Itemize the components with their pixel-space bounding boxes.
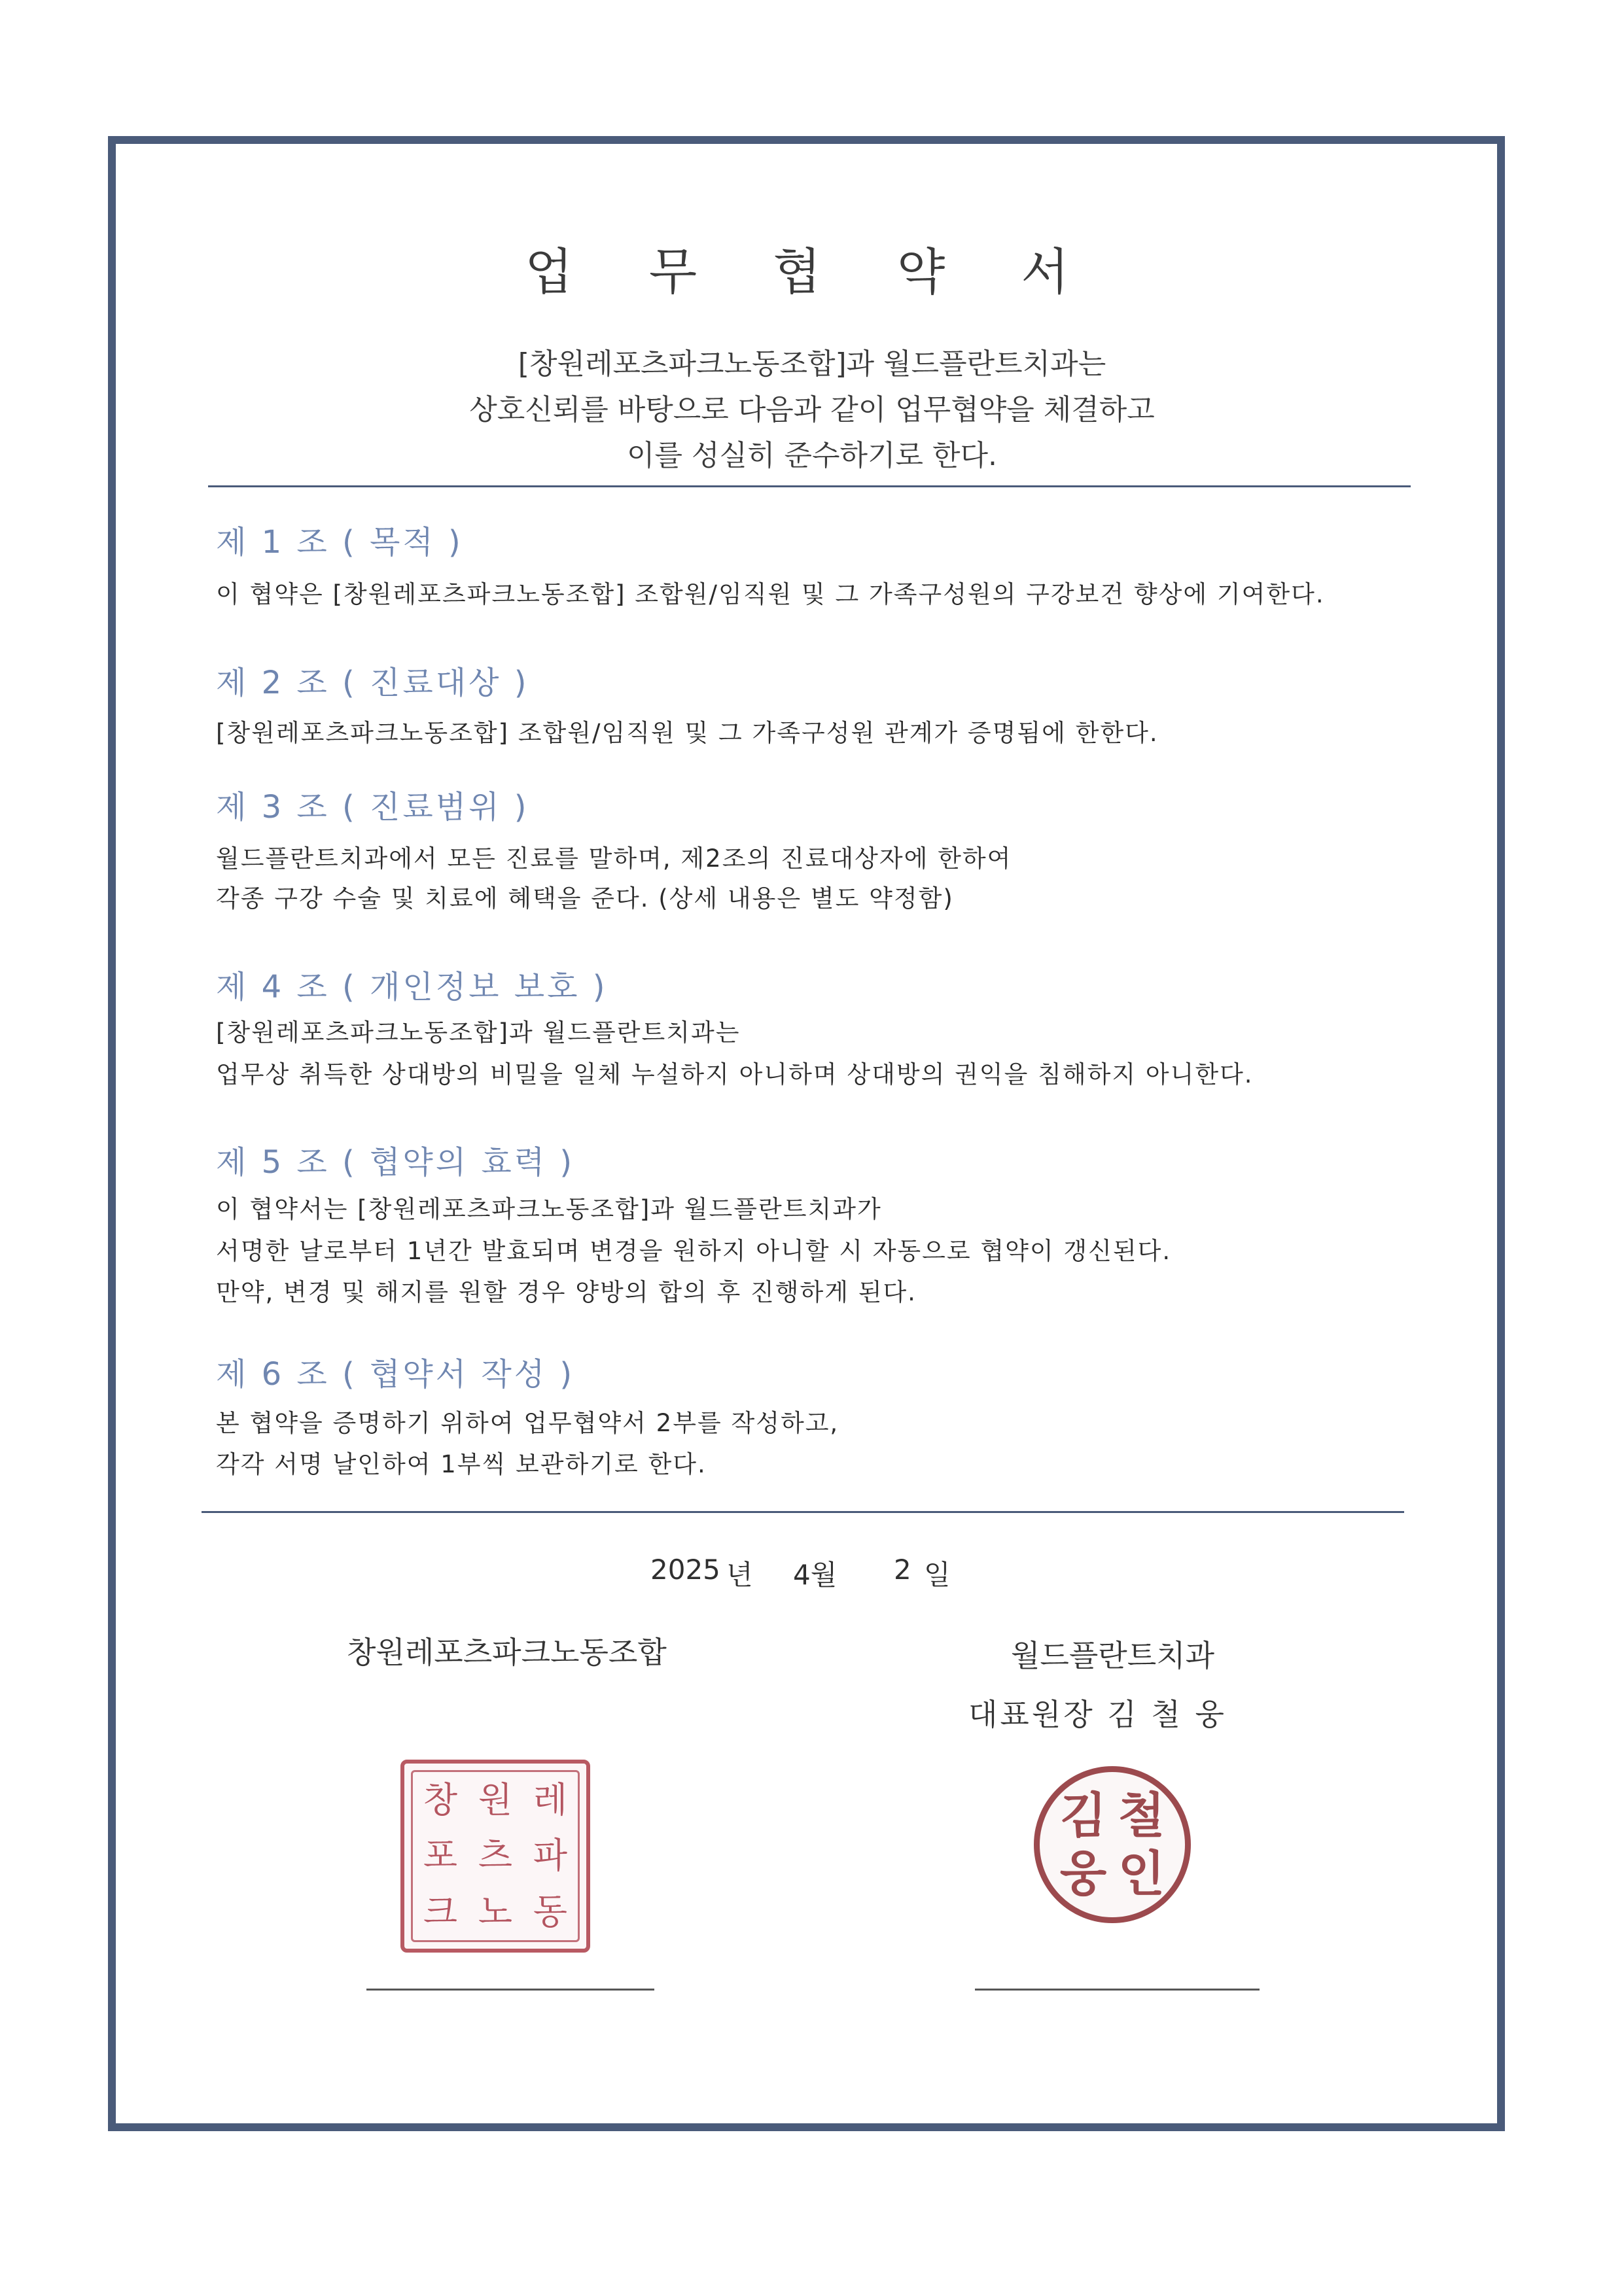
intro-line-2: 상호신뢰를 바탕으로 다음과 같이 업무협약을 체결하고: [469, 393, 1155, 426]
article-5-line-1: 이 협약서는 [창원레포츠파크노동조합]과 월드플란트치과가: [216, 1195, 882, 1223]
article-5-line-2: 서명한 날로부터 1년간 발효되며 변경을 원하지 아니할 시 자동으로 협약이 갱신된다.: [216, 1237, 1172, 1265]
representative-seal-stamp: [1034, 1766, 1191, 1923]
seal-char: 츠: [478, 1835, 513, 1877]
date-day: 2: [894, 1554, 911, 1586]
party-left-name: 창원레포츠파크노동조합: [347, 1635, 667, 1670]
document-title: 업 무 협 약 서: [525, 243, 1099, 301]
seal-char: 노: [478, 1891, 513, 1933]
seal-char: 김: [1059, 1787, 1107, 1844]
article-1-heading: 제 1 조 ( 목적 ): [216, 524, 463, 561]
article-3-line-1: 월드플란트치과에서 모든 진료를 말하며, 제2조의 진료대상자에 한하여: [216, 844, 1012, 873]
seal-char: 레: [533, 1779, 568, 1820]
article-2-line-1: [창원레포츠파크노동조합] 조합원/임직원 및 그 가족구성원 관계가 증명됨에 한한다.: [216, 719, 1159, 747]
article-4-heading: 제 4 조 ( 개인정보 보호 ): [216, 969, 608, 1005]
date-year: 2025: [650, 1554, 720, 1586]
seal-char: 웅: [1059, 1845, 1107, 1902]
seal-char: 인: [1118, 1845, 1165, 1902]
top-divider: [208, 485, 1411, 487]
party-right-name: 월드플란트치과: [1011, 1638, 1215, 1673]
article-6-line-1: 본 협약을 증명하기 위하여 업무협약서 2부를 작성하고,: [216, 1409, 839, 1437]
seal-char: 창: [423, 1779, 458, 1820]
article-3-line-2: 각종 구강 수술 및 치료에 혜택을 준다. (상세 내용은 별도 약정함): [216, 884, 954, 913]
left-signature-line: [366, 1989, 654, 1991]
intro-line-1: [창원레포츠파크노동조합]과 월드플란트치과는: [518, 347, 1106, 381]
article-6-heading: 제 6 조 ( 협약서 작성 ): [216, 1356, 575, 1393]
article-4-line-1: [창원레포츠파크노동조합]과 월드플란트치과는: [216, 1018, 741, 1047]
article-3-heading: 제 3 조 ( 진료범위 ): [216, 789, 529, 826]
date-day-unit: 일: [924, 1559, 951, 1591]
seal-char: 파: [533, 1835, 568, 1877]
article-5-line-3: 만약, 변경 및 해지를 원할 경우 양방의 합의 후 진행하게 된다.: [216, 1278, 917, 1306]
article-6-line-2: 각각 서명 날인하여 1부씩 보관하기로 한다.: [216, 1450, 707, 1478]
date-year-unit: 년: [726, 1559, 753, 1591]
article-5-heading: 제 5 조 ( 협약의 효력 ): [216, 1144, 575, 1181]
seal-char: 포: [423, 1835, 458, 1877]
union-seal-stamp: [400, 1760, 590, 1953]
date-month: 4월: [793, 1559, 838, 1591]
bottom-divider: [202, 1511, 1404, 1513]
intro-line-3: 이를 성실히 준수하기로 한다.: [627, 439, 997, 472]
seal-char: 동: [533, 1891, 568, 1933]
seal-char: 크: [423, 1891, 458, 1933]
article-1-line-1: 이 협약은 [창원레포츠파크노동조합] 조합원/임직원 및 그 가족구성원의 구강보건 향상에 기여한다.: [216, 580, 1325, 608]
article-4-line-2: 업무상 취득한 상대방의 비밀을 일체 누설하지 아니하며 상대방의 권익을 침해하지 아니한다.: [216, 1060, 1254, 1088]
article-2-heading: 제 2 조 ( 진료대상 ): [216, 665, 529, 701]
party-right-representative: 대표원장 김 철 웅: [968, 1697, 1227, 1732]
seal-char: 원: [478, 1779, 513, 1820]
right-signature-line: [975, 1989, 1260, 1991]
seal-char: 철: [1118, 1787, 1165, 1844]
